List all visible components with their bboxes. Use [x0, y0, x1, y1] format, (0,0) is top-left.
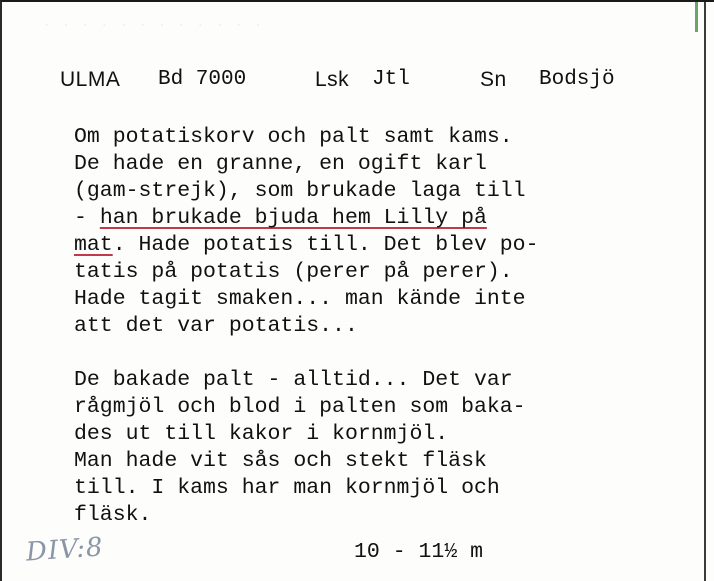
archive-value: Bd 7000 — [158, 68, 247, 91]
bleed-through-text: · · · · · · · · · · · · — [42, 16, 263, 34]
card-edge-mark — [695, 2, 698, 32]
pencil-signature: DIV:8 — [25, 532, 105, 568]
province-label: Lsk — [315, 68, 350, 91]
measurement-range: 10 - 11½ m — [354, 540, 484, 564]
line-rest: . Hade potatis till. Det blev po- — [112, 233, 539, 257]
text-line: rågmjöl och blod i palten som baka- — [74, 395, 526, 419]
province-value: Jtl — [372, 68, 410, 91]
text-line: Om potatiskorv och palt samt kams. — [74, 125, 513, 149]
archive-label: ULMA — [60, 68, 121, 91]
card-header — [2, 68, 714, 98]
text-line: Hade tagit smaken... man kände inte — [74, 287, 526, 311]
card-body — [74, 124, 674, 529]
text-line: att det var potatis... — [74, 314, 358, 338]
text-line — [74, 205, 674, 232]
text-line: De bakade palt - alltid... Det var — [74, 368, 513, 392]
text-line: fläsk. — [74, 503, 152, 527]
parish-label: Sn — [480, 68, 507, 91]
text-line: (gam-strejk), som brukade laga till — [74, 179, 526, 203]
text-line: De hade en granne, en ogift karl — [74, 152, 487, 176]
text-line: till. I kams har man kornmjöl och — [74, 476, 500, 500]
text-line — [74, 232, 674, 259]
text-line: tatis på potatis (perer på perer). — [74, 260, 513, 284]
underlined-phrase: han brukade bjuda hem Lilly på — [99, 206, 487, 230]
text-line: Man hade vit sås och stekt fläsk — [74, 449, 487, 473]
dash-prefix: - — [74, 206, 100, 230]
text-line: des ut till kakor i kornmjöl. — [74, 422, 449, 446]
paragraph-gap — [74, 340, 674, 367]
parish-value: Bodsjö — [539, 68, 615, 91]
underlined-word: mat — [74, 233, 113, 257]
